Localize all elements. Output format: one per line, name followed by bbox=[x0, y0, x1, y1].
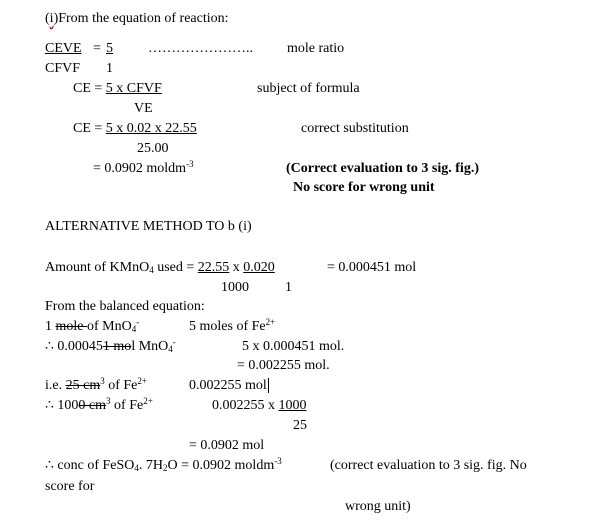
l5-rhs: 0.002255 x bbox=[212, 398, 279, 413]
mole-ratio-label: mole ratio bbox=[287, 41, 345, 56]
mole-line-3-rhs: = 0.002255 mol. bbox=[237, 358, 330, 373]
part-heading bbox=[45, 11, 229, 27]
ce-label: CE = bbox=[73, 81, 106, 96]
l5-strike: 0 cm bbox=[78, 398, 107, 413]
amount-line bbox=[45, 260, 275, 276]
ratio-rhs-denominator: 1 bbox=[106, 61, 113, 76]
l1-rhs: 5 moles of Fe bbox=[189, 319, 266, 334]
conc-a: ∴ conc of FeSO bbox=[45, 458, 135, 473]
note-evaluation: (Correct evaluation to 3 sig. fig.) bbox=[286, 161, 479, 176]
ratio-rhs-numerator: 5 bbox=[106, 41, 113, 56]
l1-strike: mole bbox=[55, 319, 87, 334]
amount-prefix: Amount of KMnO bbox=[45, 260, 150, 275]
conc-b: . 7H bbox=[138, 458, 164, 473]
mole-line-6: = 0.0902 mol bbox=[189, 438, 265, 453]
mole-line-5-rhs bbox=[212, 398, 307, 414]
l1-sub: 4 bbox=[131, 324, 137, 334]
l2-b: l MnO bbox=[131, 339, 169, 354]
wrong-unit: wrong unit) bbox=[345, 499, 411, 514]
alt-heading: ALTERNATIVE METHOD TO b (i) bbox=[45, 219, 252, 234]
l4-strike: 25 cm bbox=[65, 378, 101, 393]
amount-den2: 1 bbox=[285, 280, 292, 295]
ce-substitution bbox=[73, 121, 197, 137]
l4-b: of Fe bbox=[104, 378, 138, 393]
l5-sup: 3 bbox=[106, 396, 111, 406]
note-wrong-unit: No score for wrong unit bbox=[293, 180, 435, 195]
conc-c: O = 0.0902 moldm bbox=[167, 458, 275, 473]
l2-sup: - bbox=[172, 337, 176, 347]
mole-line-4 bbox=[45, 378, 147, 394]
result-exponent: -3 bbox=[186, 159, 194, 169]
l5-a: ∴ 100 bbox=[45, 398, 79, 413]
ce-numerator: 5 x CFVF bbox=[105, 81, 162, 96]
mole-line-2 bbox=[45, 339, 176, 355]
mole-line-2-rhs: 5 x 0.000451 mol. bbox=[242, 339, 345, 354]
paren: ( bbox=[45, 11, 50, 26]
l1-a: 1 bbox=[45, 319, 56, 334]
conc-sub: 4 bbox=[134, 463, 139, 473]
result-line bbox=[93, 161, 194, 177]
l2-strike: 1 mo bbox=[102, 339, 132, 354]
amount-subscript: 4 bbox=[149, 265, 154, 275]
ratio-lhs-denominator: CFVF bbox=[45, 61, 81, 76]
amount-times: x bbox=[229, 260, 244, 275]
l4-sup2: 2+ bbox=[137, 376, 147, 386]
l1-sup: - bbox=[136, 317, 140, 327]
score-for: score for bbox=[45, 479, 95, 494]
l2-sub: 4 bbox=[168, 344, 173, 354]
l4-rhs: 0.002255 mol bbox=[189, 378, 267, 393]
l4-sup: 3 bbox=[100, 376, 105, 386]
ce-sub-numerator: 5 x 0.02 x 22.55 bbox=[105, 121, 197, 136]
text-cursor bbox=[268, 378, 269, 393]
mole-line-4-rhs bbox=[189, 378, 269, 394]
l5-b: of Fe bbox=[110, 398, 144, 413]
balanced-equation-label: From the balanced equation: bbox=[45, 299, 205, 314]
amount-used: used = bbox=[153, 260, 198, 275]
conc-sup: -3 bbox=[274, 456, 282, 466]
l2-a: ∴ 0.00045 bbox=[45, 339, 103, 354]
amount-result: = 0.000451 mol bbox=[327, 260, 417, 275]
ce-sub-denominator: 25.00 bbox=[137, 141, 169, 156]
ce-denominator: VE bbox=[134, 101, 153, 116]
amount-num2: 0.020 bbox=[243, 260, 275, 275]
conc-line bbox=[45, 458, 282, 474]
amount-num1: 22.55 bbox=[197, 260, 230, 275]
mole-line-5-den: 25 bbox=[293, 418, 307, 433]
roman-numeral: i bbox=[49, 11, 54, 26]
mole-line-1 bbox=[45, 319, 139, 335]
mole-line-5 bbox=[45, 398, 153, 414]
conc-note: (correct evaluation to 3 sig. fig. No bbox=[330, 458, 527, 473]
l1-b: of MnO bbox=[87, 319, 132, 334]
ce-label: CE = bbox=[73, 121, 106, 136]
amount-den1: 1000 bbox=[221, 280, 249, 295]
ratio-equals: = bbox=[93, 41, 101, 56]
ce-formula bbox=[73, 81, 162, 97]
ratio-lhs-numerator: CEVE bbox=[45, 41, 82, 56]
heading-text: )From the equation of reaction: bbox=[53, 11, 229, 26]
mole-line-1-rhs bbox=[189, 319, 275, 335]
conc-sub2: 2 bbox=[163, 463, 168, 473]
dot-leader: ………………….. bbox=[148, 41, 253, 56]
l5-sup2: 2+ bbox=[143, 396, 153, 406]
result-value: = 0.0902 moldm bbox=[93, 161, 187, 176]
subject-of-formula-label: subject of formula bbox=[257, 81, 360, 96]
correct-substitution-label: correct substitution bbox=[301, 121, 409, 136]
l5-rhs-num: 1000 bbox=[278, 398, 307, 413]
l4-a: i.e. bbox=[45, 378, 66, 393]
l1-rhs-sup: 2+ bbox=[265, 317, 276, 327]
